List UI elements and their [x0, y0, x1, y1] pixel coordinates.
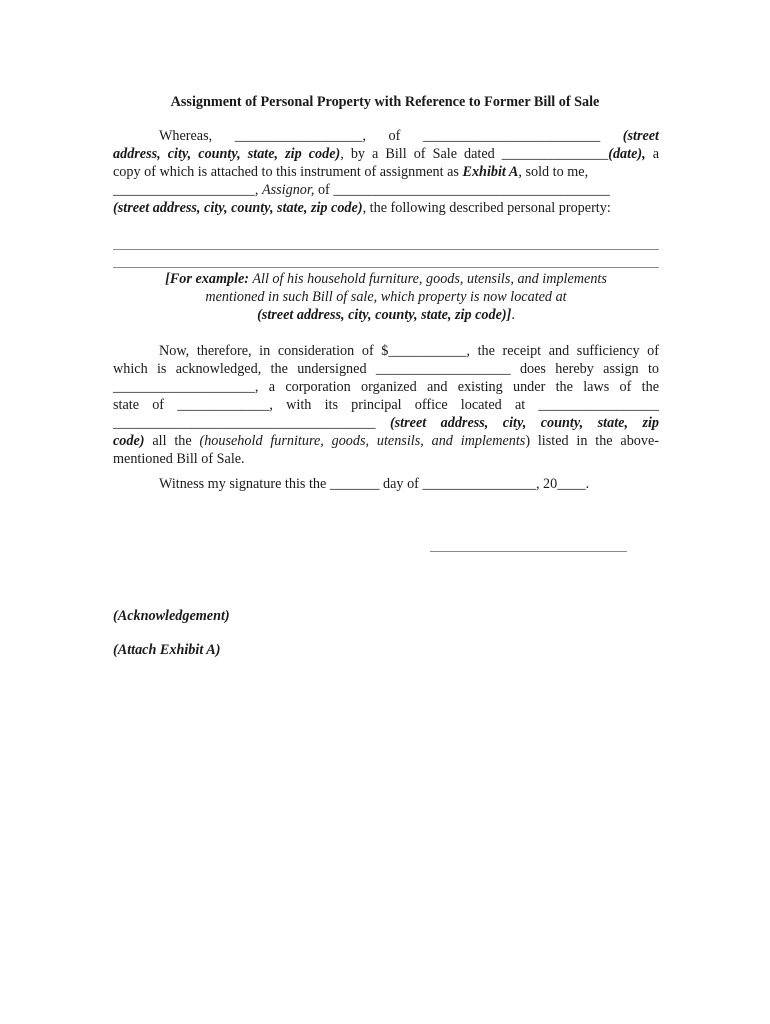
para2-text: ____________________ [113, 379, 255, 395]
example-line1 [113, 270, 659, 288]
para1-text: Whereas, __________________, of _________________________ [159, 128, 623, 144]
property-description-line-1 [113, 249, 659, 250]
para1-text: of _______________________________________ [314, 182, 610, 198]
para2-text: , a corporation organized and existing under the laws of the [254, 379, 659, 395]
assignor-label: Assignor, [261, 182, 315, 198]
para1-text: copy of which is attached to this instrument of assignment as [113, 164, 463, 180]
property-description-line-2 [113, 267, 659, 268]
para1-emph: (date), [608, 146, 646, 162]
para1-text: , by a Bill of Sale dated _______________ [340, 146, 609, 162]
witness-line: Witness my signature this the _______ day of ________________, 20____. [159, 476, 590, 492]
example-emph: (street address, city, county, state, zip code)] [257, 307, 512, 323]
para1-emph: address, city, county, state, zip code) [113, 146, 341, 162]
para1-text: , the following described personal property: [362, 200, 611, 216]
para1-line3 [113, 163, 659, 181]
para2-line3 [113, 378, 659, 396]
para2-emph: (street address, city, county, state, zip [389, 415, 660, 431]
para1-text: , sold to me, [518, 164, 589, 180]
attach-exhibit-label: (Attach Exhibit A) [113, 642, 221, 658]
document-title: Assignment of Personal Property with Reference to Former Bill of Sale [170, 94, 600, 110]
para2-text: all the [144, 433, 200, 449]
para2-text: _____________________________________ [113, 415, 390, 431]
para2-line2: which is acknowledged, the undersigned ___________________ does hereby assign to [113, 361, 659, 377]
para1-text: a [645, 146, 659, 162]
example-text: All of his household furniture, goods, utensils, and implements [249, 271, 607, 287]
para2-text: ) listed in the above- [525, 433, 659, 449]
para2-line4: state of _____________, with its principal office located at _________________ [113, 397, 659, 413]
para1-line1 [113, 127, 659, 145]
example-line3 [113, 306, 659, 324]
para1-emph: (street [622, 128, 659, 144]
para2-line7: mentioned Bill of Sale. [113, 451, 245, 467]
signature-line [430, 551, 627, 552]
para1-line2 [113, 145, 659, 163]
para2-line1: Now, therefore, in consideration of $___________, the receipt and sufficiency of [159, 343, 659, 359]
para2-italic: (household furniture, goods, utensils, and implements [199, 433, 526, 449]
para2-line6 [113, 432, 659, 450]
para1-line4 [113, 181, 659, 199]
example-text: . [511, 307, 515, 323]
exhibit-a-ref: Exhibit A [462, 164, 519, 180]
para2-line5 [113, 414, 659, 432]
para1-line5 [113, 199, 659, 217]
example-label: [For example: [165, 271, 250, 287]
para1-text: ____________________, [113, 182, 262, 198]
acknowledgement-label: (Acknowledgement) [113, 608, 230, 624]
example-line2: mentioned in such Bill of sale, which property is now located at [205, 289, 567, 305]
para2-emph: code) [113, 433, 145, 449]
para1-emph: (street address, city, county, state, zip code) [113, 200, 363, 216]
